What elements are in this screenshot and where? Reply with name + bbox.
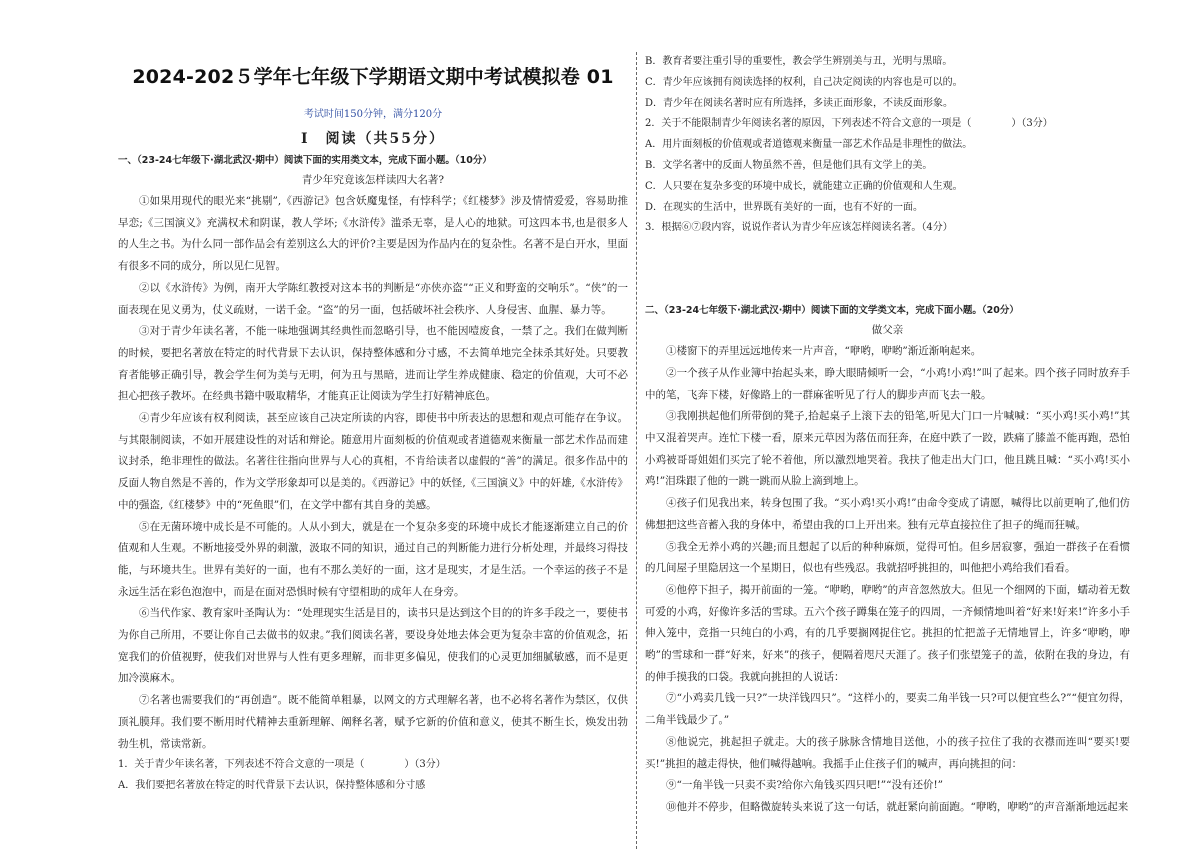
- exam-title: 2024-202５学年七年级下学期语文期中考试模拟卷 01: [132, 66, 614, 88]
- question-1-option-a: A．我们要把名著放在特定的时代背景下去认识，保持整体感和分寸感: [118, 780, 426, 792]
- right-column: [645, 0, 1130, 849]
- question-1-heading: 一、（23-24七年级下·湖北武汉·期中）阅读下面的实用类文本，完成下面小题。（10分）: [118, 155, 492, 166]
- answer-space: [645, 239, 1130, 298]
- question-3-stem: 3．根据⑥⑦段内容，说说作者认为青少年应该怎样阅读名著。（4分）: [645, 222, 953, 234]
- passage-2-paragraph: ②一个孩子从作业簿中抬起头来，睁大眼睛倾听一会，“小鸡!小鸡!”叫了起来。四个孩子同时放弃手中的笔，飞奔下楼，好像路上的一群麻雀听见了行人的脚步声而飞去一般。: [645, 366, 1130, 401]
- question-2-option-c: C．人只要在复杂多变的环境中成长，就能建立正确的价值观和人生观。: [645, 180, 963, 192]
- passage-1-paragraph: ①如果用现代的眼光来“挑剔”,《西游记》包含妖魔鬼怪，有悖科学；《红楼梦》涉及情情爱爱，容易助推早恋;《三国演义》充满权术和阴谋，教人学坏;《水浒传》滥杀无辜，是人心的地狱。可这四本书,也是很多人的人生之书。为什么同一部作品会有差别这么大的评价?主要是因为作品内在的复杂性。名著不是白开水，里面有很多不同的成分，所以见仁见智。: [118, 195, 628, 273]
- question-2-option-a: A．用片面刻板的价值观或者道德观来衡量一部艺术作品是非理性的做法。: [645, 139, 973, 151]
- question-2-option-b: B．文学名著中的反面人物虽然不善，但是他们具有文学上的美。: [645, 159, 933, 171]
- passage-2-paragraph: ④孩子们见我出来，转身包围了我。“买小鸡!买小鸡!”由命令变成了请愿，喊得比以前更响了,他们仿佛想把这些音蓄入我的身体中，希望由我的口上开出来。独有元草直接拉住了担子的绳而狂喊。: [645, 497, 1130, 531]
- passage-2-paragraph: ⑥他停下担子，揭开前面的一笼。“咿哟，咿哟”的声音忽然放大。但见一个细网的下面，蠕动着无数可爱的小鸡，好像许多活的雪球。五六个孩子蹲集在笼子的四周，一齐倾情地叫着“好来!好来!”许多小手伸入笼中，竞指一只纯白的小鸡，有的几乎要搁网捉住它。挑担的忙把盖子无情地冒上，许多“咿哟，咿哟”的雪球和一群“好来，好来”的孩子，便隔着咫尺天涯了。孩子们张望笼子的盖，依附在我的身边，有的伸手摸我的口袋。我就向挑担的人说话：: [645, 583, 1130, 683]
- question-1-stem: 1．关于青少年读名著，下列表述不符合文意的一项是（ ）（3分）: [118, 759, 446, 771]
- question-1-option-d: D．青少年在阅读名著时应有所选择，多读正面形象，不读反面形象。: [645, 97, 954, 109]
- passage-1-paragraph: ⑥当代作家、教育家叶圣陶认为：“处理现实生活是目的，读书只是达到这个目的的许多手段之一，要使书为你自己所用，不要让你自己去做书的奴隶。”我们阅读名著，要设身处地去体会更为复杂丰富的价值观念，拓宽我们的价值视野，使我们对世界与人性有更多理解，而非更多偏见，使我们的心灵更加细腻敏感，而不是更加冷漠麻木。: [118, 607, 628, 685]
- passage-1-paragraph: ④青少年应该有权利阅读，甚至应该自己决定所读的内容，即使书中所表达的思想和观点可能存在争议。与其限制阅读，不如开展建设性的对话和辩论。随意用片面刻板的价值观或者道德观来衡量一部艺术作品而建议封杀，绝非理性的做法。名著往往指向世界与人心的真相，不肯给读者以虚假的“善”的满足。很多作品中的反面人物自然是不善的，作为文学形象却可以是美的。《西游记》中的妖怪,《三国演义》中的奸雄,《水浒传》中的强盗,《红楼梦》中的“死鱼眼”们，在文学中都有其自身的美感。: [118, 412, 628, 511]
- passage-1-paragraph: ③对于青少年读名著，不能一味地强调其经典性而忽略引导，也不能因噎废食，一禁了之。我们在做判断的时候，要把名著放在特定的时代背景下去认识，保持整体感和分寸感，不去简单地完全抹杀其好处。只要教育者能够正确引导，教会学生何为美与无明，何为丑与黑暗，进而让学生养成健康、稳定的价值观，大可不必担心把孩子教坏。在经典书籍中吸取精华，才能真正让阅读为学生打好精神底色。: [118, 325, 628, 403]
- question-2-stem: 2．关于不能限制青少年阅读名著的原因，下列表述不符合文意的一项是（ ）（3分）: [645, 118, 1053, 130]
- section-heading: Ⅰ 阅读（共55分）: [300, 131, 446, 147]
- exam-subtitle: 考试时间150分钟，满分120分: [303, 109, 443, 120]
- column-divider: [636, 52, 637, 849]
- passage-2-paragraph: ⑩他并不停步，但略微旋转头来说了这一句话，就赶紧向前面跑。“咿哟，咿哟”的声音渐渐地远起来: [666, 800, 1129, 813]
- passage-2-paragraph: ⑤我全无养小鸡的兴趣;而且想起了以后的种种麻烦，觉得可怕。但乡居寂寥，强迫一群孩子在看惯的几间屋子里隐居这一个星期日，似也有些残忍。我就招呼挑担的，叫他把小鸡给我们看看。: [645, 540, 1130, 575]
- passage-1-paragraph: ⑦名著也需要我们的“再创造”。既不能简单粗暴，以网文的方式理解名著，也不必将名著作为禁区，仅供顶礼膜拜。我们要不断用时代精神去重新理解、阐释名著，赋予它新的价值和意义，使其不断生长，焕发出勃勃生机，常读常新。: [118, 694, 628, 750]
- question-2-heading: 二、（23-24七年级下·湖北武汉·期中）阅读下面的文学类文本，完成下面小题。（20分）: [645, 305, 1019, 317]
- question-2-option-d: D．在现实的生活中，世界既有美好的一面，也有不好的一面。: [645, 201, 924, 213]
- question-1-option-b: B．教育者要注重引导的重要性，教会学生辨别美与丑，光明与黑暗。: [645, 56, 953, 67]
- passage-1-title: 青少年究竟该怎样读四大名著?: [301, 174, 445, 186]
- passage-2-paragraph: ⑦“小鸡卖几钱一只?”一块洋钱四只”。“这样小的，要卖二角半钱一只?可以便宜些么?”“便宜勿得，二角半钱最少了。”: [645, 692, 1130, 727]
- passage-1-paragraph: ②以《水浒传》为例，南开大学陈红教授对这本书的判断是“亦侠亦盗”“正义和野蛮的交响乐”。“侠”的一面表现在见义勇为，仗义疏财，一诺千金。“盗”的另一面，包括破坏社会秩序、人身侵害、血腥、暴力等。: [118, 281, 628, 316]
- passage-2-paragraph: ⑧他说完，挑起担子就走。大的孩子脉脉含情地目送他，小的孩子拉住了我的衣襟而连叫“要买!要买!”挑担的越走得快，他们喊得越响。我摇手止住孩子们的喊声，再向挑担的问：: [645, 735, 1130, 770]
- passage-1-paragraph: ⑤在无菌环境中成长是不可能的。人从小到大，就是在一个复杂多变的环境中成长才能逐渐建立自己的价值观和人生观。不断地接受外界的刺激，汲取不同的知识，通过自己的判断能力进行分析处理，并最终习得技能，与环境共生。世界有美好的一面，也有不那么美好的一面，这才是现实，才是生活。一个幸运的孩子不是永远生活在彩色泡泡中，而是在面对恐惧时候有守望相助的成年人在身旁。: [118, 520, 628, 598]
- passage-2-paragraph: ③我刚拱起他们所带倒的凳子,拾起桌子上滚下去的铅笔,听见大门口一片喊喊：“买小鸡!买小鸡!”其中又混着哭声。连忙下楼一看，原来元草因为落伍而狂奔，在庭中跌了一跤，跌痛了膝盖不能再跑，恐怕小鸡被哥哥姐姐们买完了轮不着他，所以激烈地哭着。我扶了他走出大门口，他且跳且喊：“买小鸡!买小鸡!”泪珠跟了他的一跳一跳而从脸上滴到地上。: [645, 410, 1130, 488]
- passage-2-paragraph: ①楼窗下的弄里远远地传来一片声音，“咿哟，咿哟”渐近渐响起来。: [666, 345, 982, 358]
- passage-2-title: 做父亲: [871, 324, 904, 337]
- question-1-option-c: C．青少年应该拥有阅读选择的权利，自己决定阅读的内容也是可以的。: [645, 76, 963, 88]
- left-column: [118, 0, 628, 849]
- passage-2-paragraph: ⑨“一角半钱一只卖不卖?给你六角钱买四只吧!”“没有还价!”: [666, 779, 944, 792]
